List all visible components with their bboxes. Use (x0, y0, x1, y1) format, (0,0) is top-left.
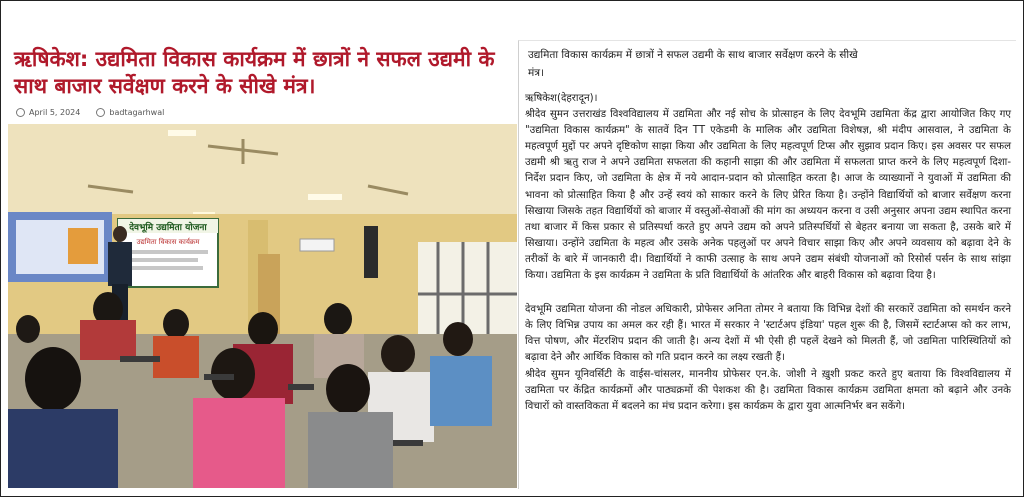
user-icon (96, 108, 105, 117)
article-paragraph-2: देवभूमि उद्यमिता योजना की नोडल अधिकारी, प्रोफेसर अनिता तोमर ने बताया कि विभिन्न देशों की सरकारें उद्यमिता को समर्थन करने के लिए विभिन्न उपाय का अमल कर रही हैं। भारत में सरकार ने 'स्टार्टअप इंडिया' पहल शुरू की है, जिसमें स्टार्टअप्स को कर लाभ, वित्त पोषण, और मेंटरशिप प्रदान की जाती है। अन्य देशों में भी ऐसी ही पहलें देखने को मिलती हैं, जो उद्यमिता पारिस्थितियों को बढ़ावा देने और आर्थिक विकास को गति प्रदान करने का लक्ष्य रखती हैं। (525, 304, 1011, 364)
article-paragraph-1: श्रीदेव सुमन उत्तराखंड विश्वविद्यालय में उद्यमिता और नई सोच के प्रोत्साहन के लिए देवभूमि उद्यमिता केंद्र द्वारा आयोजित किए गए "उद्यमिता विकास कार्यक्रम" के सातवें दिन TT एकेडमी के मालिक और उद्यमिता विशेषज्ञ, श्री मंदीप आसवाल, ने उद्यमिता के महत्वपूर्ण मुद्दों पर अपने दृष्टिकोण साझा किया और उद्यमिता के लिए महत्वपूर्ण टिप्स और सुझाव प्रदान किए। इस अवसर पर सफल उद्यमी श्री ऋतु राज ने अपने उद्यमिता सफलता की कहानी साझा की और उद्यमिता में सफलता प्राप्त करने के लिए महत्वपूर्ण दिशा-निर्देश प्रदान किए, जो उद्यमिता के क्षेत्र में नये आदान-प्रदान को प्रोत्साहित करता है। आज के व्याख्यानों ने युवाओं में उद्यमिता की भावना को प्रोत्साहित किया है और उन्हें स्वयं को साकार करने के लिए प्रेरित किया है। उन्होंने विद्यार्थियों को बाजार सर्वेक्षण करना सिखाया जिसके तहत विद्यार्थियों को बाजार में वस्तुओं-सेवाओं की मांग का अध्ययन करना व उसी अनुसार अपना उद्यम स्थापित करना तथा बाजार में किस प्रकार से प्रतिस्पर्धा करते हुए अपने उद्यम को अपने प्रतिस्पर्धियों से बेहतर बनाया जा सकता है, उसके बारे में सिखाया। उन्होंने उद्यमिता के महत्व और उसके अनेक पहलुओं पर अपने विचार साझा किए और अपने व्यवसाय को बढ़ावा देने के तरीकों के बारे में जानकारी दी। विद्यार्थियों ने काफी उत्साह के साथ अपने उद्यम संबंधी योजनाओं को रिसोर्स पर्सन के साथ सांझा किया। उद्यमिता के इस कार्यक्रम ने उद्यमिता के प्रति विद्यार्थियों के आंतरिक और बाहरी विकास को बढ़ावा दिया है। (525, 109, 1011, 282)
event-photo (8, 124, 517, 488)
banner-title: देवभूमि उद्यमिता योजना (129, 223, 207, 233)
post-author[interactable]: badtagarhwal (109, 108, 165, 117)
post-date[interactable]: April 5, 2024 (29, 108, 81, 117)
article-paragraph-3: श्रीदेव सुमन यूनिवर्सिटी के वाईस-चांसलर, माननीय प्रोफेसर एन.के. जोशी ने ख़ुशी प्रकट करते हुए बताया कि विश्वविद्यालय में उद्यमिता पर केंद्रित कार्यक्रमों और पाठ्यक्रमों की पेशकश की है। उद्यमिता विकास कार्यक्रम उद्यमिता क्षमता को बढ़ाने और उनके विचारों को वास्तविकता में बदलने का मंच प्रदान करेगा। इस कार्यक्रम के द्वारा युवा आत्मनिर्भर बन सकेंगे। (525, 368, 1011, 412)
article-panel (518, 40, 1016, 489)
clock-icon (16, 108, 25, 117)
article-subhead: उद्यमिता विकास कार्यक्रम में छात्रों ने सफल उद्यमी के साथ बाजार सर्वेक्षण करने के सीखे मंत्र। (528, 49, 858, 79)
article-body (525, 91, 1011, 415)
article-dateline: ऋषिकेश(देहरादून)। (525, 93, 598, 104)
post-meta (16, 108, 164, 117)
banner-subtitle: उद्यमिता विकास कार्यक्रम (136, 238, 200, 246)
page-headline: ऋषिकेश: उद्यमिता विकास कार्यक्रम में छात्रों ने सफल उद्यमी के साथ बाजार सर्वेक्षण करने के सीखे मंत्र। (14, 47, 495, 98)
classroom-photo-illustration (8, 124, 517, 488)
